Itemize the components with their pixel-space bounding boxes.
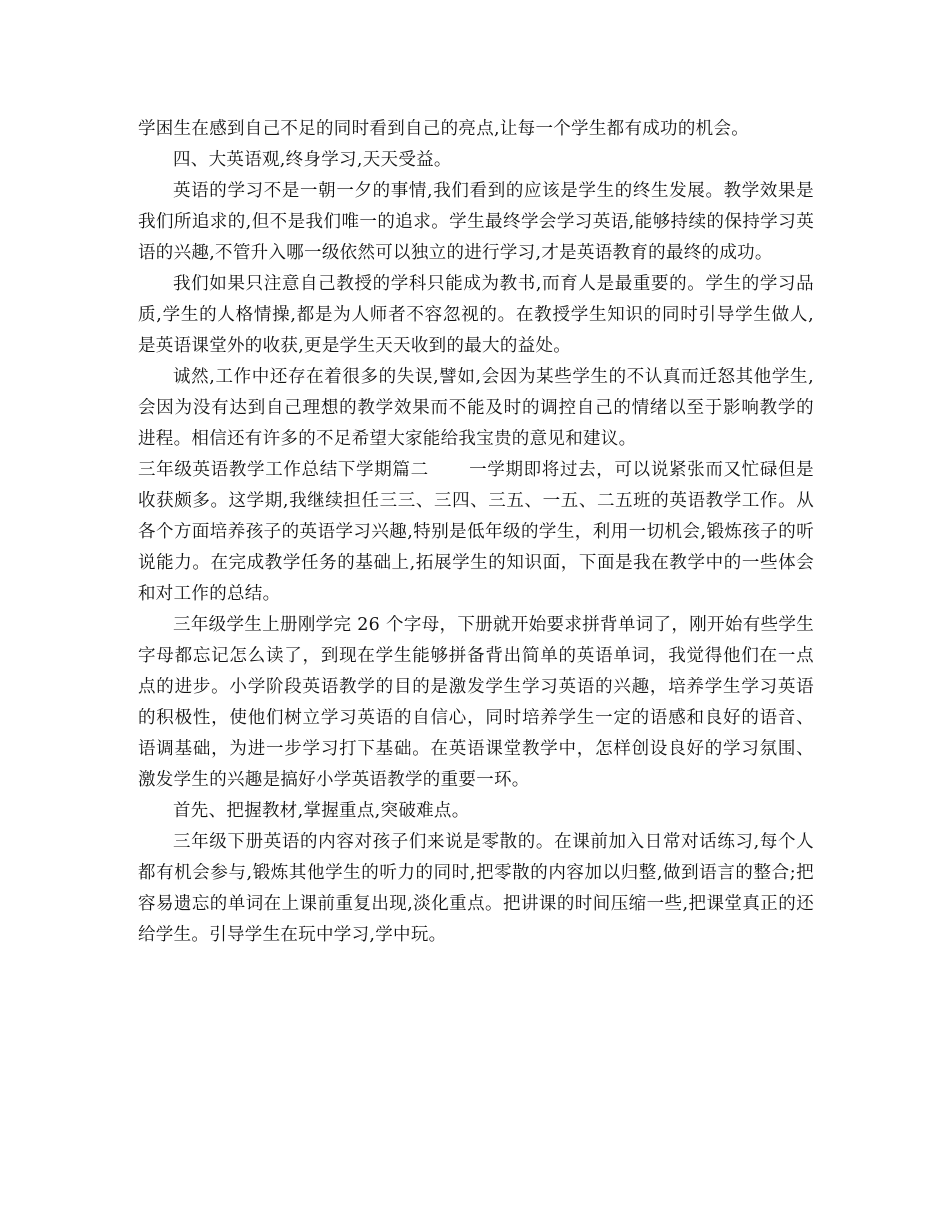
paragraph-4: 我们如果只注意自己教授的学科只能成为教书,而育人是最重要的。学生的学习品质,学生的人格情操,都是为人师者不容忽视的。在教授学生知识的同时引导学生做人,是英语课堂外的收获,更是学生天天收到的最大的益处。 xyxy=(138,274,814,356)
paragraph-9: 三年级下册英语的内容对孩子们来说是零散的。在课前加入日常对话练习,每个人都有机会参与,锻炼其他学生的听力的同时,把零散的内容加以归整,做到语言的整合;把容易遗忘的单词在上课前重复出现,淡化重点。把讲课的时间压缩一些,把课堂真正的还给学生。引导学生在玩中学习,学中玩。 xyxy=(138,832,814,945)
section-title: 三年级英语教学工作总结下学期篇二 xyxy=(138,460,429,480)
document-body xyxy=(138,114,814,951)
heading-four: 四、大英语观,终身学习,天天受益。 xyxy=(173,150,452,170)
heading-first: 首先、把握教材,掌握重点,突破难点。 xyxy=(173,801,470,821)
paragraph-1: 学困生在感到自己不足的同时看到自己的亮点,让每一个学生都有成功的机会。 xyxy=(138,119,750,139)
section-two-paragraph xyxy=(138,455,814,610)
paragraph-7: 三年级学生上册刚学完 26 个字母，下册就开始要求拼背单词了，刚开始有些学生字母都忘记怎么读了，到现在学生能够拼备背出简单的英语单词，我觉得他们在一点点的进步。小学阶段英语教学的目的是激发学生学习英语的兴趣，培养学生学习英语的积极性，使他们树立学习英语的自信心，同时培养学生一定的语感和良好的语音、语调基础，为进一步学习打下基础。在英语课堂教学中，怎样创设良好的学习氛围、激发学生的兴趣是搞好小学英语教学的重要一环。 xyxy=(138,615,814,790)
section-intro: 一学期即将过去，可以说紧张而又忙碌但是收获颇多。这学期,我继续担任三三、三四、三五、一五、二五班的英语教学工作。从各个方面培养孩子的英语学习兴趣,特别是低年级的学生，利用一切机会,锻炼孩子的听说能力。在完成教学任务的基础上,拓展学生的知识面，下面是我在教学中的一些体会和对工作的总结。 xyxy=(138,460,814,604)
paragraph-5: 诚然,工作中还存在着很多的失误,譬如,会因为某些学生的不认真而迁怒其他学生,会因为没有达到自己理想的教学效果而不能及时的调控自己的情绪以至于影响教学的进程。相信还有许多的不足希望大家能给我宝贵的意见和建议。 xyxy=(138,367,814,449)
paragraph-3: 英语的学习不是一朝一夕的事情,我们看到的应该是学生的终生发展。教学效果是我们所追求的,但不是我们唯一的追求。学生最终学会学习英语,能够持续的保持学习英语的兴趣,不管升入哪一级依然可以独立的进行学习,才是英语教育的最终的成功。 xyxy=(138,181,814,263)
